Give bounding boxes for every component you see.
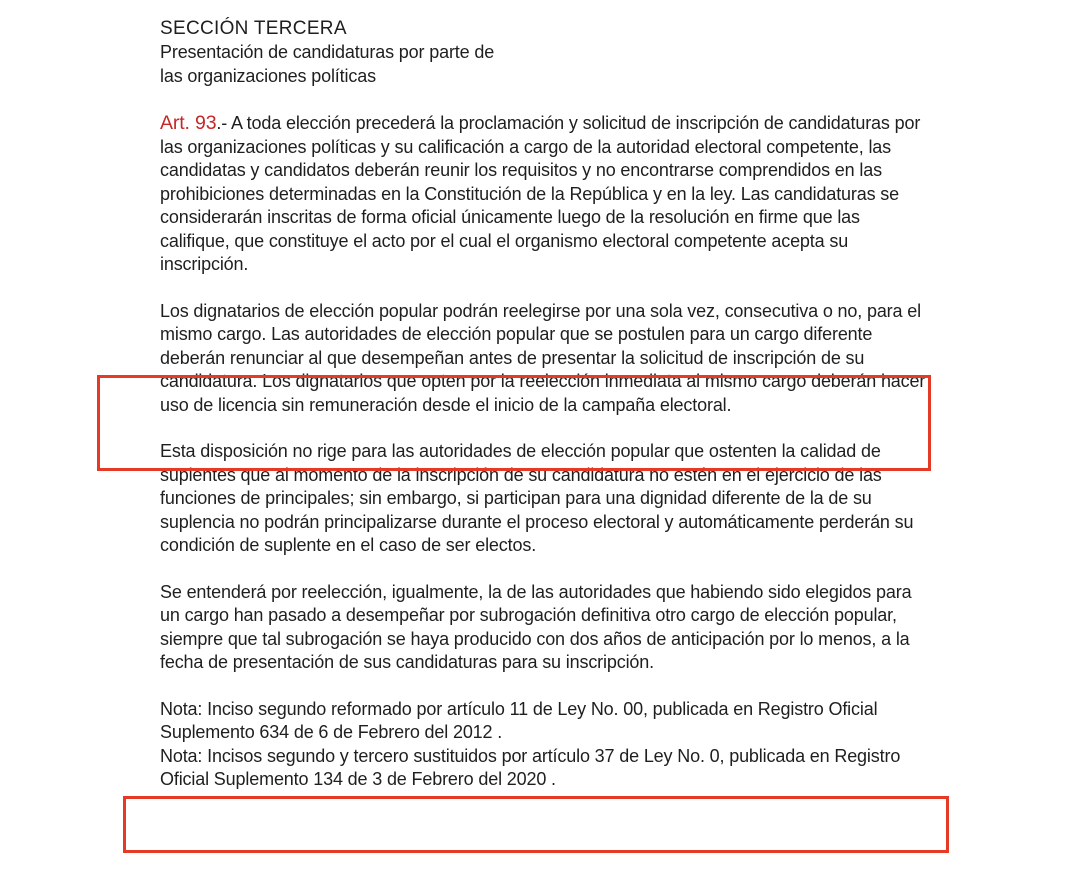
highlight-box-note-2020 — [123, 796, 949, 853]
section-title: SECCIÓN TERCERA — [160, 18, 347, 39]
paragraph-substitutes: Esta disposición no rige para las autoridades de elección popular que ostenten la calidad de suplentes que al momento de la inscripción de su candidatura no estén en el ejercicio de las funciones de principales; sin embargo, si participan para una dignidad diferente de la de su suplencia no podrán principalizarse durante el proceso electoral y automáticamente perderán su condición de suplente en el caso de ser electos. — [160, 441, 914, 555]
paragraph-subrogation: Se entenderá por reelección, igualmente, la de las autoridades que habiendo sido elegidos para un cargo han pasado a desempeñar por subrogación definitiva otro cargo de elección popular, siempre que tal subrogación se haya producido con dos años de anticipación por lo menos, a la fecha de presentación de sus candidaturas para su inscripción. — [160, 581, 912, 672]
article-intro-text: .- A toda elección precederá la proclamación y solicitud de inscripción de candidaturas por las organizaciones políticas y su calificación a cargo de la autoridad electoral competente, las candidatas y candidatos deberán reunir los requisitos y no encontrarse comprendidos en las prohibiciones determinadas en la Constitución de la República y en la ley. Las candidaturas se considerarán inscritas de forma oficial únicamente luego de la resolución en firme que las califique, que constituye el acto por el cual el organismo electoral competente acepta su inscripción. — [160, 113, 921, 274]
note-reform-2012: Nota: Inciso segundo reformado por artículo 11 de Ley No. 00, publicada en Registro Oficial Suplemento 634 de 6 de Febrero del 2012 . — [160, 698, 878, 742]
paragraph-reelection: Los dignatarios de elección popular podrán reelegirse por una sola vez, consecutiva o no, para el mismo cargo. Las autoridades de elección popular que se postulen para un cargo diferente deberán renunciar al que desempeñan antes de presentar la solicitud de inscripción de su candidatura. Los dignatarios que opten por la reelección inmediata al mismo cargo deberán hacer uso de licencia sin remuneración desde el inicio de la campaña electoral. — [160, 300, 926, 415]
article-label: Art. 93 — [160, 112, 217, 134]
section-subtitle-line-2: las organizaciones políticas — [160, 65, 376, 86]
article-93-paragraph — [160, 112, 930, 277]
section-subtitle-line-1: Presentación de candidaturas por parte de — [160, 42, 495, 62]
document-body — [160, 17, 930, 792]
note-substitution-2020: Nota: Incisos segundo y tercero sustituidos por artículo 37 de Ley No. 0, publicada en Registro Oficial Suplemento 134 de 3 de Febrero del 2020 . — [160, 745, 901, 789]
section-heading — [160, 17, 930, 88]
